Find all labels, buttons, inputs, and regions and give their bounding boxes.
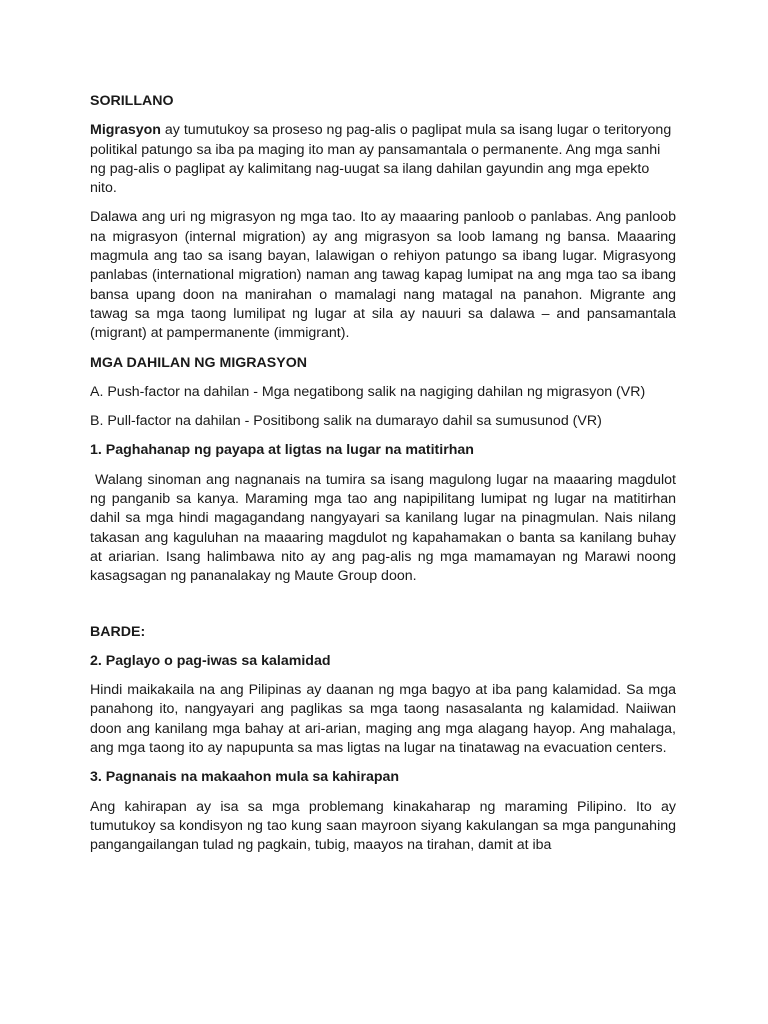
intro-term: Migrasyon <box>90 122 161 139</box>
push-factor-item: A. Push-factor na dahilan - Mga negatibong salik na nagiging dahilan ng migrasyon (VR) <box>90 383 646 400</box>
author-heading-barde: BARDE: <box>90 623 146 640</box>
reason-3-title: 3. Pagnanais na makaahon mula sa kahirapan <box>90 769 400 786</box>
intro-text: ay tumutukoy sa proseso ng pag-alis o paglipat mula sa isang lugar o teritoryong politikal patungo sa iba pa maging ito man ay pansamantala o permanente. Ang mga sanhi ng pag-alis o paglipat ay kalimitang nag-uugat sa ilang dahilan gayundin ang mga epekto nito. <box>90 122 672 197</box>
intro-paragraph <box>90 121 676 198</box>
reason-1-title: 1. Paghahanap ng payapa at ligtas na lugar na matitirhan <box>90 442 474 459</box>
causes-heading: MGA DAHILAN NG MIGRASYON <box>90 354 308 371</box>
author-heading-sorillano: SORILLANO <box>90 93 174 109</box>
document-page <box>90 92 680 856</box>
section-spacer <box>90 597 676 623</box>
reason-2-body: Hindi maikakaila na ang Pilipinas ay daanan ng mga bagyo at iba pang kalamidad. Sa mga panahong ito, nangyayari ang paglikas sa mga taong nasasalanta ng kalamidad. Naiiwan doon ang kanilang mga bahay at ari-arian, maging ang mga alagang hayop. Ang mahalaga, ang mga taong ito ay napupunta sa mas ligtas na lugar na tinatawag na evacuation centers. <box>90 682 676 757</box>
migration-types-paragraph: Dalawa ang uri ng migrasyon ng mga tao. Ito ay maaaring panloob o panlabas. Ang panloob na migrasyon (internal migration) ay ang migrasyon sa loob lamang ng bansa. Maaaring magmula ang tao sa isang bayan, lalawigan o rehiyon patungo sa ibang lugar. Migrasyong panlabas (international migration) naman ang tawag kapag lumipat na ang mga tao sa ibang bansa upang doon na manirahan o mamalagi nang matagal na panahon. Migrante ang tawag sa mga taong lumilipat ng lugar at sila ay nauuri sa dalawa – and pansamantala (migrant) at pampermanente (immigrant). <box>90 209 676 342</box>
reason-2-title: 2. Paglayo o pag-iwas sa kalamidad <box>90 652 331 669</box>
reason-3-body: Ang kahirapan ay isa sa mga problemang kinakaharap ng maraming Pilipino. Ito ay tumutukoy sa kondisyon ng tao kung saan mayroon siyang kakulangan sa mga pangunahing pangangailangan tulad ng pagkain, tubig, maayos na tirahan, damit at iba <box>90 798 676 854</box>
pull-factor-item: B. Pull-factor na dahilan - Positibong salik na dumarayo dahil sa sumusunod (VR) <box>90 413 602 430</box>
reason-1-body: Walang sinoman ang nagnanais na tumira sa isang magulong lugar na maaaring magdulot ng panganib sa kanya. Maraming mga tao ang napipilitang lumipat ng lugar na matitirhan dahil sa mga hindi magagandang nangyayari sa kanilang lugar na pinagmulan. Nais nilang takasan ang kaguluhan na maaaring magdulot ng kapahamakan o banta sa kanilang buhay at ariarian. Isang halimbawa nito ay ang pag-alis ng mga mamamayan ng Marawi noong kasagsagan ng pananalakay ng Maute Group doon. <box>90 471 680 585</box>
